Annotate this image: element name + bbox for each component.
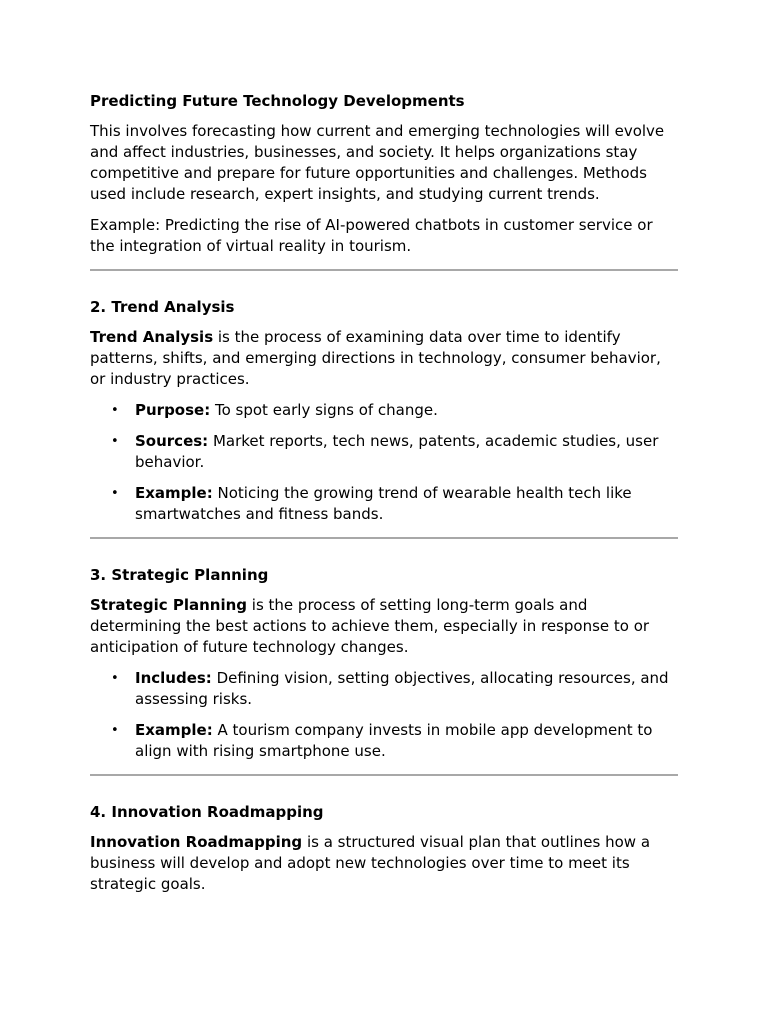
- section-divider: [90, 774, 678, 776]
- section-trend-analysis: [90, 297, 678, 525]
- definition-paragraph: [90, 832, 678, 895]
- list-item: [135, 400, 678, 421]
- bullet-label: Example:: [135, 484, 213, 502]
- definition-paragraph: [90, 595, 678, 658]
- bullet-text: Market reports, tech news, patents, academic studies, user behavior.: [135, 432, 659, 471]
- section-divider: [90, 269, 678, 271]
- bullet-label: Purpose:: [135, 401, 211, 419]
- section-title: Predicting Future Technology Developments: [90, 92, 465, 110]
- defined-term: Trend Analysis: [90, 328, 214, 346]
- bullet-label: Includes:: [135, 669, 212, 687]
- list-item: [135, 668, 678, 710]
- bullet-text: Noticing the growing trend of wearable health tech like smartwatches and fitness bands.: [135, 484, 632, 523]
- definition-paragraph: [90, 327, 678, 390]
- defined-term: Innovation Roadmapping: [90, 833, 303, 851]
- section-divider: [90, 537, 678, 539]
- definition-text: is the process of setting long-term goals and determining the best actions to achieve them, especially in response to or anticipation of future technology changes.: [90, 596, 650, 656]
- list-item: [135, 720, 678, 762]
- section-paragraph: This involves forecasting how current and emerging technologies will evolve and affect industries, businesses, and society. It helps organizations stay competitive and prepare for future opportunities and challenges. Methods used include research, expert insights, and studying current trends.: [90, 122, 665, 203]
- defined-term: Strategic Planning: [90, 596, 248, 614]
- section-title: 3. Strategic Planning: [90, 566, 269, 584]
- bullet-text: To spot early signs of change.: [210, 401, 438, 419]
- section-innovation-roadmapping: [90, 802, 678, 895]
- section-predicting-future-tech: [90, 91, 678, 257]
- section-strategic-planning: [90, 565, 678, 762]
- bullet-label: Example:: [135, 721, 213, 739]
- bullet-text: A tourism company invests in mobile app development to align with rising smartphone use.: [135, 721, 653, 760]
- bullet-text: Defining vision, setting objectives, allocating resources, and assessing risks.: [135, 669, 669, 708]
- section-title: 2. Trend Analysis: [90, 298, 235, 316]
- section-title: 4. Innovation Roadmapping: [90, 803, 324, 821]
- list-item: [135, 431, 678, 473]
- list-item: [135, 483, 678, 525]
- bullet-list: [90, 400, 678, 525]
- section-example: Example: Predicting the rise of AI-powered chatbots in customer service or the integration of virtual reality in tourism.: [90, 216, 653, 255]
- bullet-label: Sources:: [135, 432, 209, 450]
- definition-text: is the process of examining data over time to identify patterns, shifts, and emerging directions in technology, consumer behavior, or industry practices.: [90, 328, 661, 388]
- definition-text: is a structured visual plan that outlines how a business will develop and adopt new technologies over time to meet its strategic goals.: [90, 833, 651, 893]
- bullet-list: [90, 668, 678, 762]
